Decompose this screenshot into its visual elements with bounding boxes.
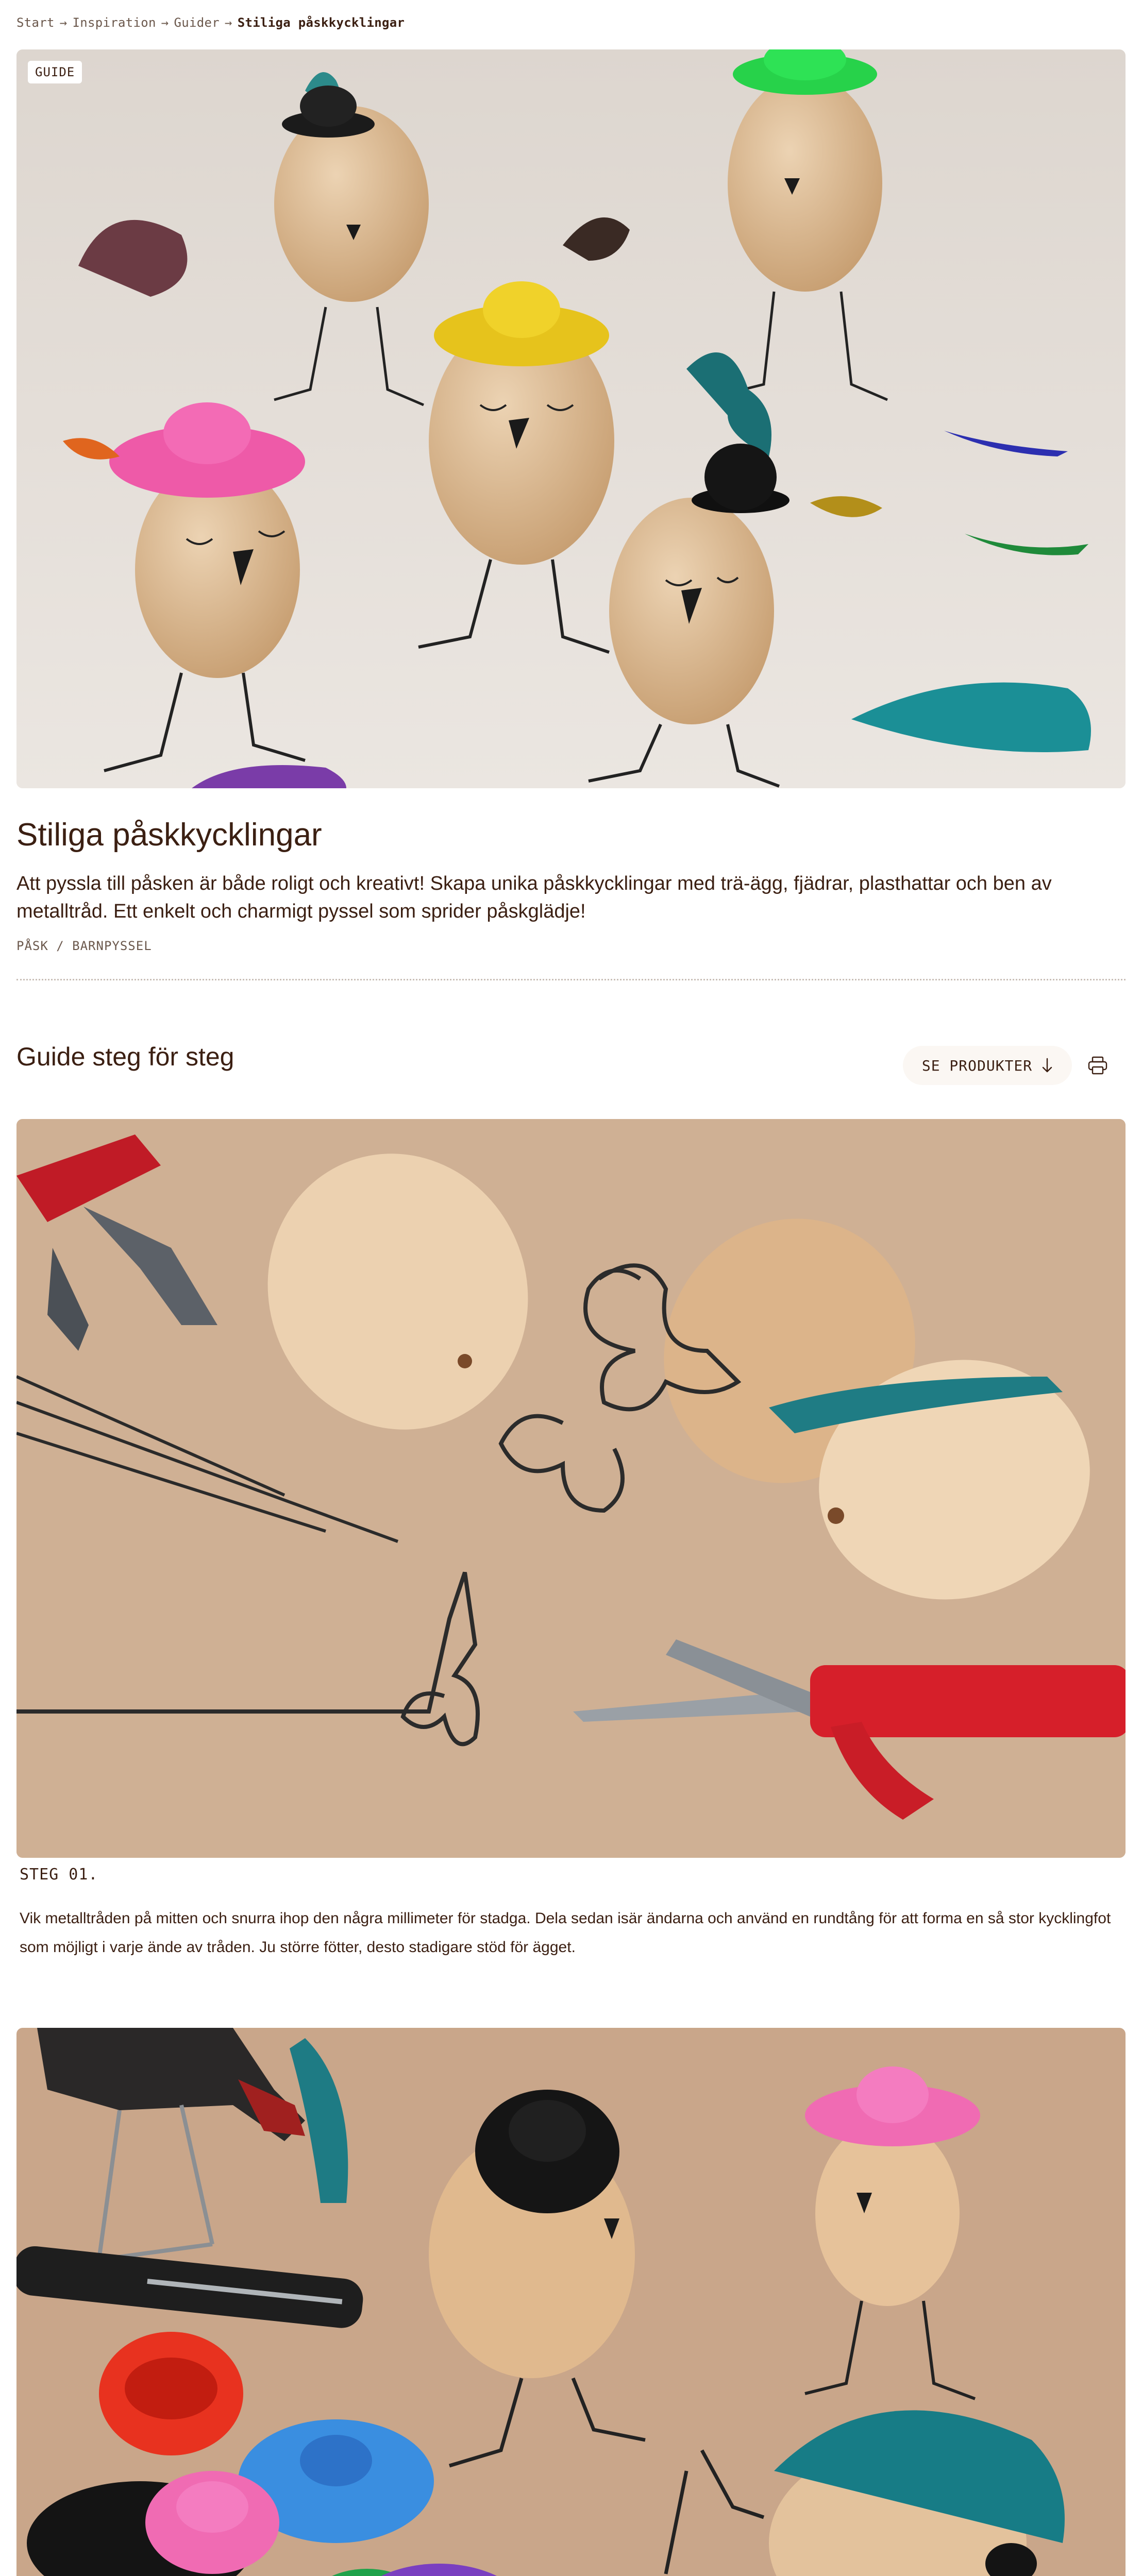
intro-text: Att pyssla till påsken är både roligt och kreativt! Skapa unika påskkycklingar med trä-ägg, fjädrar, plasthattar och ben av metalltråd. Ett enkelt och charmigt pyssel som sprider påskglädje! [16,873,1052,922]
step-1-label: STEG 01. [20,1866,98,1884]
breadcrumb [16,15,405,30]
arrow-down-icon [1042,1058,1053,1073]
see-products-button[interactable] [903,1046,1072,1085]
print-button[interactable] [1082,1051,1113,1080]
breadcrumb-start[interactable]: Start [16,15,55,30]
step-2-photo [16,2028,1126,2576]
step-1-text: Vik metalltråden på mitten och snurra ihop den några millimeter för stadga. Dela sedan isär ändarna och använd en rundtång för att forma en så stor kycklingfot som möjligt i varje ände av tråden. Ju större fötter, desto stadigare stöd för ägget. [20,1910,1111,1956]
hero-photo [16,49,1126,788]
step-1-photo [16,1119,1126,1858]
hero-image [16,49,1126,788]
breadcrumb-separator: → [225,15,232,30]
breadcrumb-current: Stiliga påskkycklingar [237,15,405,30]
breadcrumb-inspiration[interactable]: Inspiration [72,15,156,30]
guide-section-title: Guide steg för steg [16,1042,234,1071]
page-title: Stiliga påskkycklingar [16,817,322,853]
step-2-image [16,2028,1126,2576]
divider [16,979,1126,980]
breadcrumb-guider[interactable]: Guider [174,15,220,30]
breadcrumb-separator: → [161,15,169,30]
see-products-label: SE PRODUKTER [921,1057,1033,1074]
category-tags[interactable]: PÅSK / BARNPYSSEL [16,939,152,953]
step-1-image [16,1119,1126,1858]
printer-icon [1088,1056,1107,1075]
guide-tag: GUIDE [28,61,82,83]
breadcrumb-separator: → [59,15,68,30]
